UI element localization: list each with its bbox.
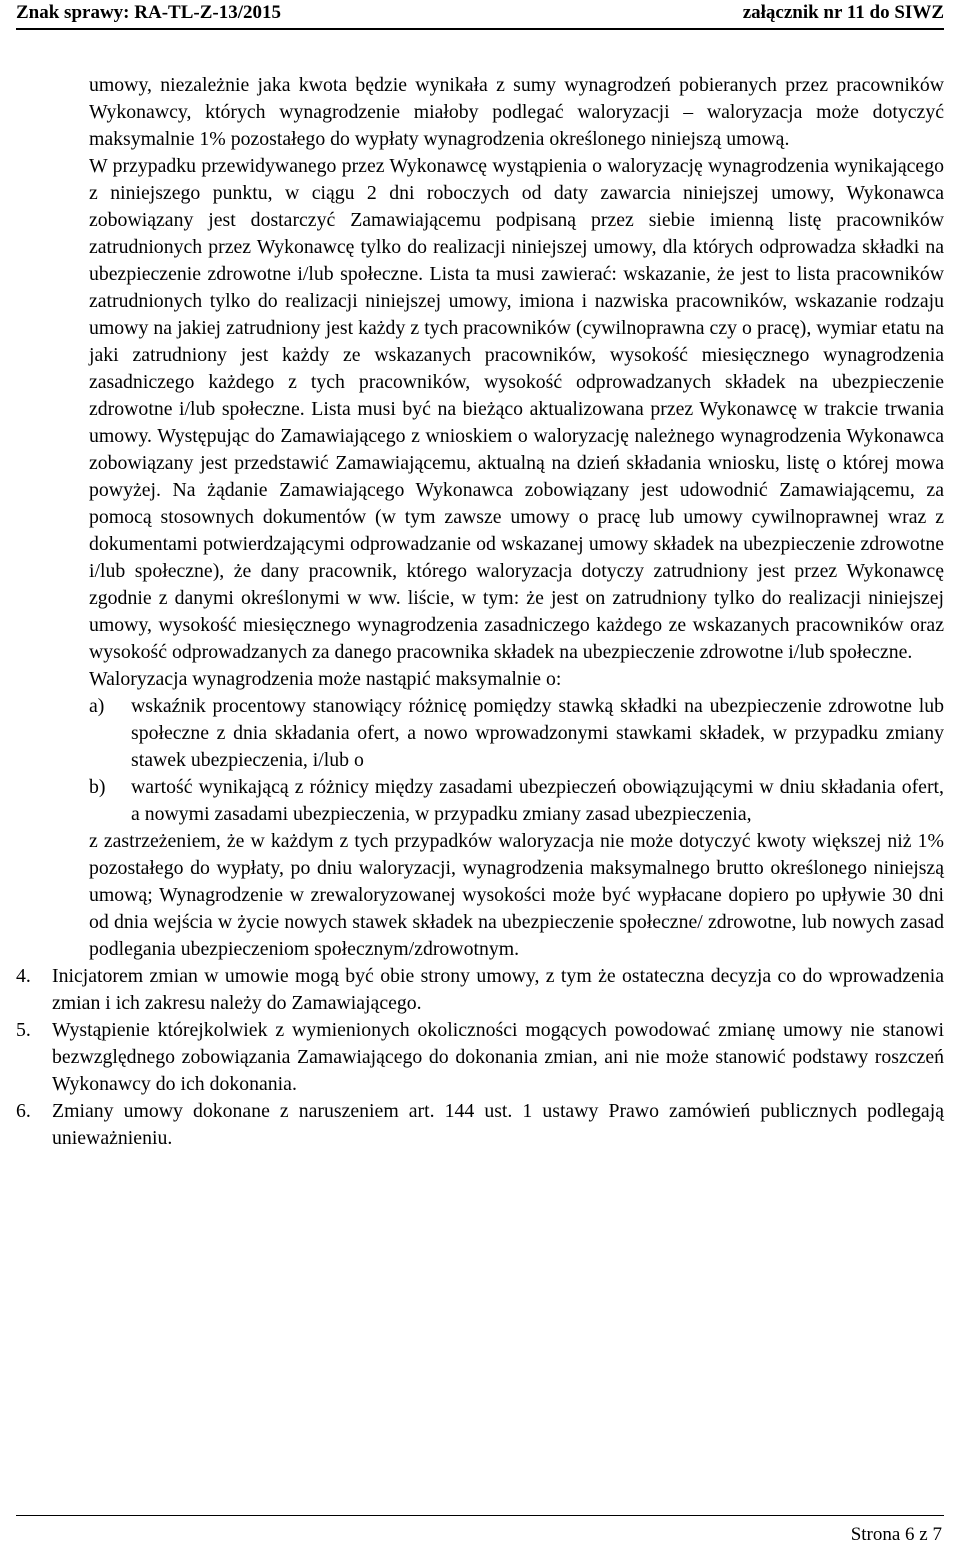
clause-item	[16, 963, 944, 1017]
list-item-text: wartość wynikającą z różnicy między zasadami ubezpieczeń obowiązującymi w dniu składania ofert, a nowymi zasadami ubezpieczenia, w przypadku zmiany zasad ubezpieczenia,	[131, 776, 944, 825]
clause-item	[16, 1017, 944, 1098]
list-marker: b)	[89, 776, 106, 798]
paragraph-3: Waloryzacja wynagrodzenia może nastąpić maksymalnie o:	[89, 668, 562, 690]
paragraph-4: z zastrzeżeniem, że w każdym z tych przypadków waloryzacja nie może dotyczyć kwoty większej niż 1% pozostałego do wypłaty, po dniu waloryzacji, wynagrodzenia maksymalnego brutto określonego niniejszą umową; Wynagrodzenie w zrewaloryzowanej wysokości może być wypłacane dopiero po upływie 30 dni od dnia wejścia w życie nowych stawek składek na ubezpieczenie społeczne/ zdrowotne, lub nowych zasad podlegania ubezpieczeniom społecznym/zdrowotnym.	[89, 830, 944, 960]
page-number: Strona 6 z 7	[850, 1524, 942, 1545]
list-marker: a)	[89, 695, 105, 717]
case-reference: Znak sprawy: RA-TL-Z-13/2015	[16, 2, 281, 23]
document-body	[16, 72, 944, 1152]
footer-divider	[16, 1515, 944, 1516]
clause-item	[16, 1098, 944, 1152]
page-header	[16, 0, 944, 26]
paragraph-1: umowy, niezależnie jaka kwota będzie wynikała z sumy wynagrodzeń pobieranych przez pracowników Wykonawcy, których wynagrodzenie miałoby podlegać waloryzacji – waloryzacja może dotyczyć maksymalnie 1% pozostałego do wypłaty wynagrodzenia określonego niniejszą umową.	[89, 74, 944, 150]
section-3-continuation	[89, 72, 944, 963]
annex-label: załącznik nr 11 do SIWZ	[742, 2, 944, 23]
clause-text: Inicjatorem zmian w umowie mogą być obie strony umowy, z tym że ostateczna decyzja co do wprowadzenia zmian i ich zakresu należy do Zamawiającego.	[52, 965, 944, 1014]
clause-number: 6.	[16, 1100, 31, 1122]
valorization-options-list	[89, 693, 944, 828]
clause-text: Wystąpienie którejkolwiek z wymienionych okoliczności mogących powodować zmianę umowy nie stanowi bezwzględnego zobowiązania Zamawiającego do dokonania zmian, ani nie może stanowić podstawy roszczeń Wykonawcy do ich dokonania.	[52, 1019, 944, 1095]
clause-number: 5.	[16, 1019, 31, 1041]
header-divider	[16, 28, 944, 30]
list-item	[89, 693, 944, 774]
list-item-text: wskaźnik procentowy stanowiący różnicę pomiędzy stawką składki na ubezpieczenie zdrowotne lub społeczne z dnia składania ofert, a nowo wprowadzonymi stawkami składek, w przypadku zmiany stawek ubezpieczenia, i/lub o	[131, 695, 944, 771]
clause-number: 4.	[16, 965, 31, 987]
clause-text: Zmiany umowy dokonane z naruszeniem art. 144 ust. 1 ustawy Prawo zamówień publicznych podlegają unieważnieniu.	[52, 1100, 944, 1149]
numbered-clauses	[16, 963, 944, 1152]
list-item	[89, 774, 944, 828]
paragraph-2: W przypadku przewidywanego przez Wykonawcę wystąpienia o waloryzację wynagrodzenia wynikającego z niniejszego punktu, w ciągu 2 dni roboczych od daty zawarcia niniejszej umowy, Wykonawca zobowiązany jest dostarczyć Zamawiającemu podpisaną przez siebie imienną listę pracowników zatrudnionych przez Wykonawcę tylko do realizacji niniejszej umowy, dla których odprowadza składki na ubezpieczenie zdrowotne i/lub społeczne. Lista ta musi zawierać: wskazanie, że jest to lista pracowników zatrudnionych tylko do realizacji niniejszej umowy, imiona i nazwiska pracowników, wskazanie rodzaju umowy na jakiej zatrudniony jest każdy z tych pracowników (cywilnoprawna czy o pracę), wymiar etatu na jaki zatrudniony jest każdy ze wskazanych pracowników, wysokość miesięcznego wynagrodzenia zasadniczego każdego z tych pracowników, wysokość odprowadzanych składek na ubezpieczenie zdrowotne i/lub społeczne. Lista musi być na bieżąco aktualizowana przez Wykonawcę w trakcie trwania umowy. Występując do Zamawiającego z wnioskiem o waloryzację należnego wynagrodzenia Wykonawca zobowiązany jest przedstawić Zamawiającemu, aktualną na dzień składania wniosku, listę o której mowa powyżej. Na żądanie Zamawiającego Wykonawca zobowiązany jest udowodnić Zamawiającemu, za pomocą stosownych dokumentów (w tym zawsze umowy o pracę lub umowy cywilnoprawnej wraz z dokumentami potwierdzającymi odprowadzanie od wskazanej umowy składek na ubezpieczenie zdrowotne i/lub społeczne), że dany pracownik, którego waloryzacja dotyczy zatrudniony jest przez Wykonawcę zgodnie z danymi określonymi w ww. liście, w tym: że jest on zatrudniony tylko do realizacji niniejszej umowy, wysokość miesięcznego wynagrodzenia zasadniczego każdego ze wskazanych pracowników oraz wysokość odprowadzanych za danego pracownika składek na ubezpieczenie zdrowotne i/lub społeczne.	[89, 155, 944, 663]
